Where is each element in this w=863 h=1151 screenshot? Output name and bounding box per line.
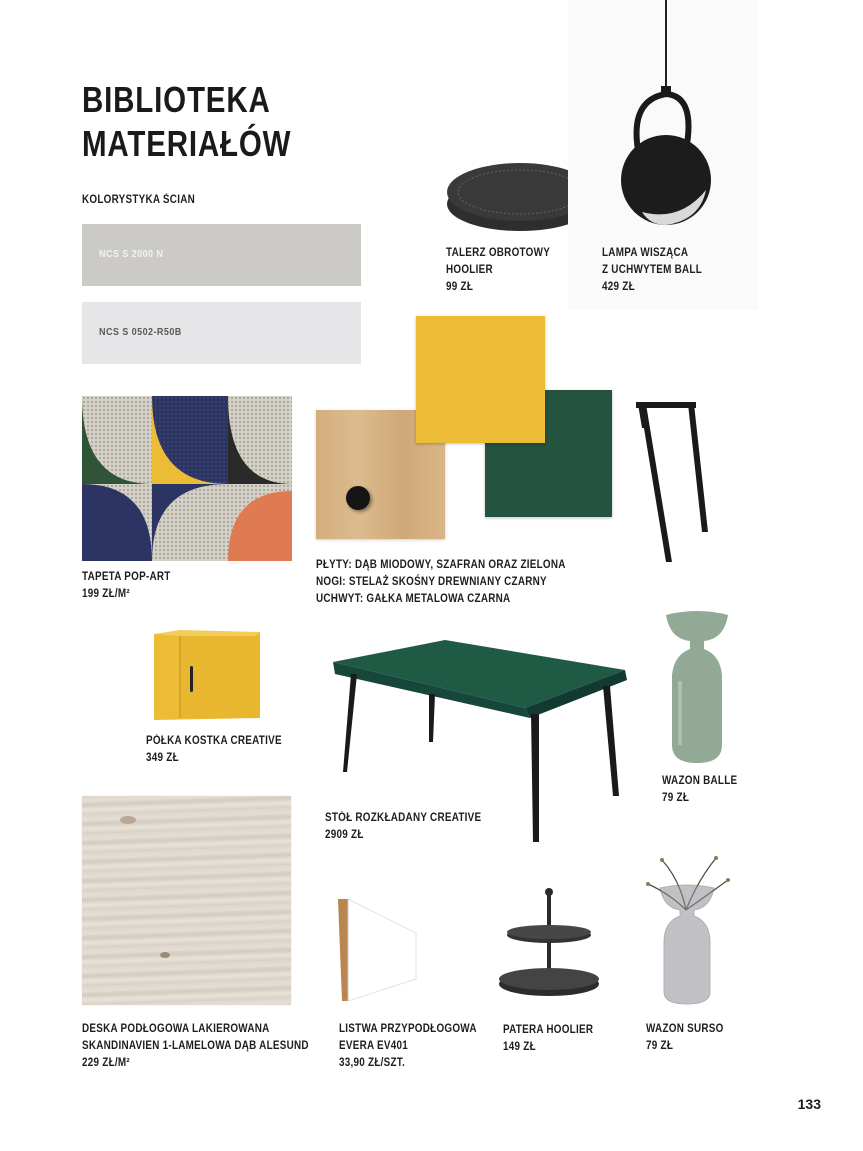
wazon-surso-caption: WAZON SURSO 79 ZŁ xyxy=(646,1023,724,1052)
deska-caption: DESKA PODŁOGOWA LAKIEROWANA SKANDINAVIEN 1-LAMELOWA DĄB ALESUND 229 ZŁ/M² xyxy=(82,1023,309,1069)
patera-caption: PATERA HOOLIER 149 ZŁ xyxy=(503,1024,594,1053)
tapeta-image xyxy=(82,396,292,561)
polka-image xyxy=(150,628,265,723)
swatch-ncs-2000n xyxy=(82,224,361,286)
patera-image xyxy=(497,886,603,1001)
wall-colors-label: KOLORYSTYKA ŚCIAN xyxy=(82,194,196,206)
listwa-image xyxy=(336,895,418,1005)
tapeta-caption: TAPETA POP-ART 199 ZŁ/M² xyxy=(82,571,171,600)
deska-image xyxy=(82,796,291,1005)
lampa-image xyxy=(600,0,740,240)
wazon-balle-caption: WAZON BALLE 79 ZŁ xyxy=(662,775,738,804)
wazon-surso-image xyxy=(640,850,735,1008)
legs-image xyxy=(632,398,712,568)
page-title-line1: BIBLIOTEKA xyxy=(82,79,271,120)
swatch-ncs-0502 xyxy=(82,302,361,364)
swatch-label: NCS S 0502-R50B xyxy=(99,326,182,338)
wazon-balle-image xyxy=(660,605,735,770)
talerz-caption: TALERZ OBROTOWY HOOLIER 99 ZŁ xyxy=(446,247,551,293)
sample-saffron xyxy=(416,316,545,443)
swatch-label: NCS S 2000 N xyxy=(99,248,164,260)
lampa-caption: LAMPA WISZĄCA Z UCHWYTEM BALL 429 ZŁ xyxy=(602,247,703,293)
page-title-line2: MATERIAŁÓW xyxy=(82,123,292,164)
listwa-caption: LISTWA PRZYPODŁOGOWA EVERA EV401 33,90 ZŁ/SZT. xyxy=(339,1023,477,1069)
knob-icon xyxy=(346,486,370,510)
plyty-caption: PŁYTY: DĄB MIODOWY, SZAFRAN ORAZ ZIELONA NOGI: STELAŻ SKOŚNY DREWNIANY CZARNY UCHWYT: GAŁKA METALOWA CZARNA xyxy=(316,559,566,605)
polka-caption: PÓŁKA KOSTKA CREATIVE 349 ZŁ xyxy=(146,735,282,764)
stol-caption: STÓŁ ROZKŁADANY CREATIVE 2909 ZŁ xyxy=(325,812,482,841)
page-title xyxy=(82,78,291,166)
page-number: 133 xyxy=(797,1096,821,1112)
